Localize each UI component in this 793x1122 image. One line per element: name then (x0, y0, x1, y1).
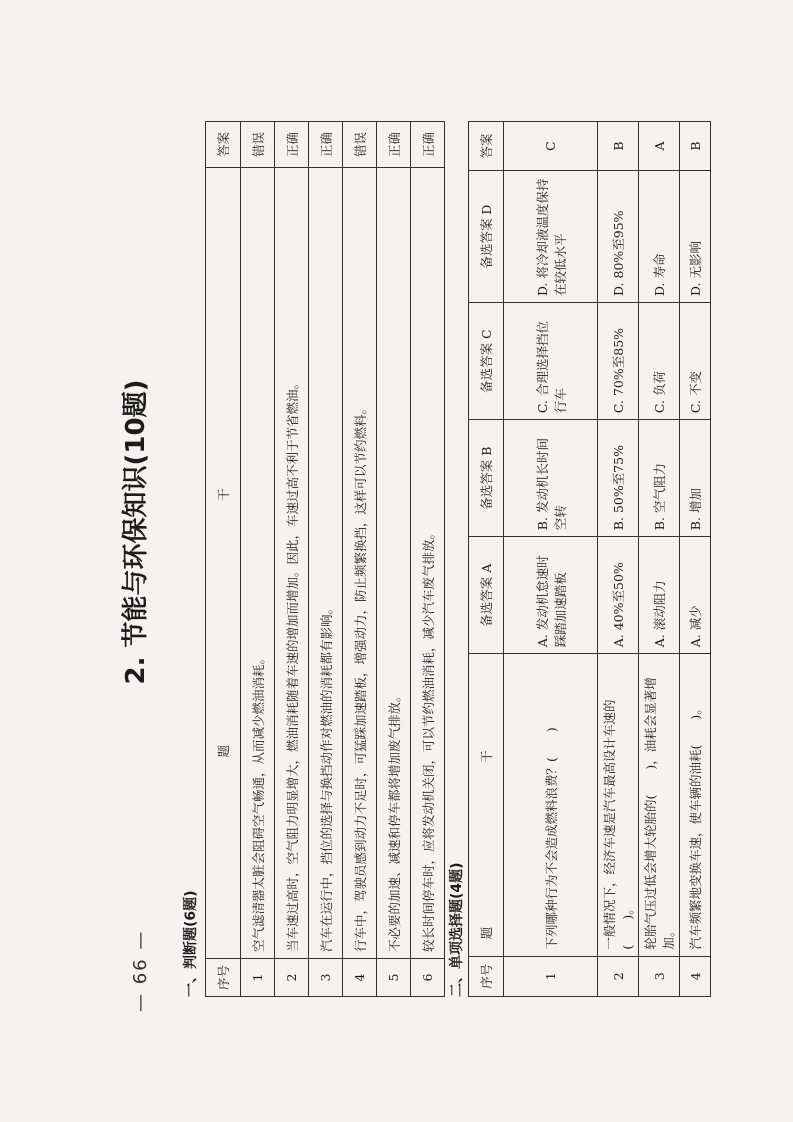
judgment-table (205, 121, 445, 997)
section1-title: 一、判断题(6题) (183, 890, 199, 997)
row-answer: 正确 (275, 122, 309, 168)
table-row (377, 122, 411, 997)
row-option-d: D. 80%至95% (598, 171, 639, 303)
row-seq: 5 (377, 959, 411, 997)
row-answer: 正确 (411, 122, 445, 168)
row-stem: 较长时间停车时，应将发动机关闭，可以节约燃油消耗，减少汽车废气排放。 (411, 168, 445, 959)
choice-table (468, 121, 711, 997)
header-option-b: 备选答案 B (469, 420, 504, 537)
table-row (309, 122, 343, 997)
table-header-row (469, 122, 504, 997)
row-stem: 不必要的加速、减速和停车都将增加废气排放。 (377, 168, 411, 959)
table-row (504, 122, 598, 997)
row-stem: 轮胎气压过低会增大轮胎的( )，油耗会显著增加。 (639, 654, 680, 956)
row-stem: 当车速过高时，空气阻力明显增大，燃油消耗随着车速的增加而增加。因此，车速过高不利于节省燃油。 (275, 168, 309, 959)
header-option-d: 备选答案 D (469, 171, 504, 303)
row-option-a: A. 滚动阻力 (639, 537, 680, 654)
row-seq: 3 (639, 956, 680, 996)
row-option-a: A. 发动机怠速时踩踏加速踏板 (504, 537, 598, 654)
table-header-row (206, 122, 241, 997)
header-answer: 答案 (469, 122, 504, 171)
table-row (343, 122, 377, 997)
header-stem: 题 干 (469, 654, 504, 956)
row-option-d: D. 将冷却液温度保持在较低水平 (504, 171, 598, 303)
header-option-a: 备选答案 A (469, 537, 504, 654)
row-seq: 1 (504, 956, 598, 996)
row-seq: 2 (275, 959, 309, 997)
row-answer: 错误 (241, 122, 275, 168)
page-number: — 66 — (130, 929, 151, 1012)
table-row (411, 122, 445, 997)
row-stem: 行车中，驾驶员感到动力不足时，可猛踩加速踏板，增强动力，防止频繁换挡，这样可以节约燃料。 (343, 168, 377, 959)
row-option-b: B. 增加 (680, 420, 711, 537)
header-option-c: 备选答案 C (469, 303, 504, 420)
table-row (598, 122, 639, 997)
row-option-d: D. 无影响 (680, 171, 711, 303)
row-stem: 汽车频繁地变换车速，使车辆的油耗( )。 (680, 654, 711, 956)
table-row (275, 122, 309, 997)
row-option-c: C. 70%至85% (598, 303, 639, 420)
section2-title: 二、单项选择题(4题) (449, 862, 465, 997)
header-stem: 题 干 (206, 168, 241, 959)
row-seq: 4 (343, 959, 377, 997)
row-option-c: C. 不变 (680, 303, 711, 420)
table-row (639, 122, 680, 997)
row-option-b: B. 空气阻力 (639, 420, 680, 537)
row-stem: 汽车在运行中，挡位的选择与换挡动作对燃油的消耗都有影响。 (309, 168, 343, 959)
header-seq: 序号 (206, 959, 241, 997)
row-option-a: A. 减少 (680, 537, 711, 654)
row-seq: 6 (411, 959, 445, 997)
row-seq: 3 (309, 959, 343, 997)
table-row (680, 122, 711, 997)
row-answer: A (639, 122, 680, 171)
row-seq: 2 (598, 956, 639, 996)
table-row (241, 122, 275, 997)
row-option-d: D. 寿命 (639, 171, 680, 303)
header-seq: 序号 (469, 956, 504, 996)
row-option-b: B. 发动机长时间空转 (504, 420, 598, 537)
row-option-b: B. 50%至75% (598, 420, 639, 537)
row-stem: 空气滤清器太脏会阻碍空气畅通，从而减少燃油消耗。 (241, 168, 275, 959)
row-option-c: C. 负荷 (639, 303, 680, 420)
row-option-a: A. 40%至50% (598, 537, 639, 654)
row-answer: 正确 (377, 122, 411, 168)
row-answer: 正确 (309, 122, 343, 168)
page-title: 2. 节能与环保知识(10题) (121, 379, 151, 685)
row-answer: 错误 (343, 122, 377, 168)
header-answer: 答案 (206, 122, 241, 168)
row-stem: 一般情况下，经济车速是汽车最高设计车速的( )。 (598, 654, 639, 956)
row-seq: 1 (241, 959, 275, 997)
row-option-c: C. 合理选择挡位行车 (504, 303, 598, 420)
row-stem: 下列哪种行为不会造成燃料浪费？( ) (504, 654, 598, 956)
row-seq: 4 (680, 956, 711, 996)
row-answer: C (504, 122, 598, 171)
row-answer: B (680, 122, 711, 171)
row-answer: B (598, 122, 639, 171)
